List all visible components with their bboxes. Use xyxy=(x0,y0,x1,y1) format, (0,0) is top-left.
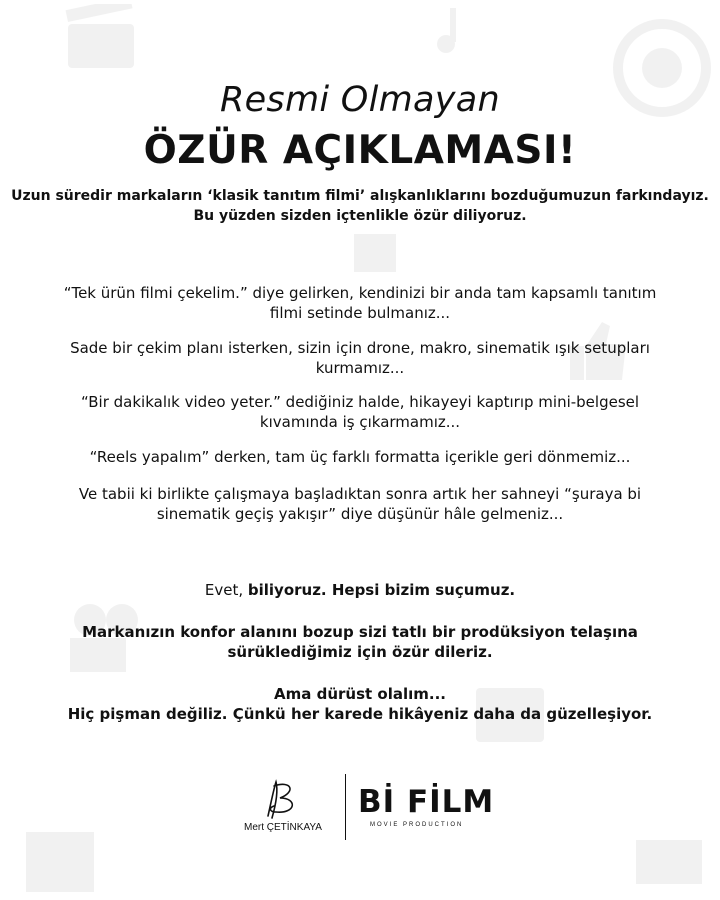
closing-apology xyxy=(0,622,720,662)
closing-evet xyxy=(0,580,720,600)
intro-line-2: Bu yüzden sizden içtenlikle özür diliyoruz. xyxy=(193,208,527,224)
paragraph-5 xyxy=(0,484,720,524)
paragraph-1-line-1: “Tek ürün filmi çekelim.” diye gelirken, kendinizi bir anda tam kapsamlı tanıtım xyxy=(63,284,657,302)
paragraph-1 xyxy=(0,283,720,323)
closing-apology-line-1: Markanızın konfor alanını bozup sizi tatlı bir prodüksiyon telaşına xyxy=(82,623,638,641)
music-note-icon xyxy=(420,4,480,54)
clapperboard-icon xyxy=(630,820,710,890)
intro-line-1: Uzun süredir markaların ‘klasik tanıtım filmi’ alışkanlıklarını bozduğumuzun farkındayız. xyxy=(11,188,709,204)
paragraph-2-line-2: kurmamız... xyxy=(315,359,405,377)
film-clapper-icon xyxy=(62,4,142,74)
paragraph-5-line-1: Ve tabii ki birlikte çalışmaya başladıktan sonra artık her sahneyi “şuraya bi xyxy=(78,485,642,503)
paragraph-4 xyxy=(0,447,720,467)
title-subheading: Resmi Olmayan xyxy=(219,80,501,120)
closing-honest-line-1: Ama dürüst olalım... xyxy=(274,685,446,703)
brand-logo: Bİ FİLM xyxy=(358,784,495,820)
intro-text xyxy=(0,186,720,226)
closing-honest-line-2: Hiç pişman değiliz. Çünkü her karede hikâyeniz daha da güzelleşiyor. xyxy=(67,705,653,723)
paragraph-3 xyxy=(0,392,720,432)
closing-evet-prefix: Evet, xyxy=(204,581,248,599)
paragraph-5-line-2: sinematik geçiş yakışır” diye düşünür hâle gelmeniz... xyxy=(156,505,564,523)
paragraph-2-line-1: Sade bir çekim planı isterken, sizin için drone, makro, sinematik ışık setupları xyxy=(70,339,650,357)
film-strip-icon xyxy=(350,230,400,276)
paragraph-1-line-2: filmi setinde bulmanız... xyxy=(269,304,451,322)
closing-apology-line-2: sürüklediğimiz için özür dileriz. xyxy=(227,643,493,661)
closing-evet-bold: biliyoruz. Hepsi bizim suçumuz. xyxy=(247,581,516,599)
paragraph-3-line-2: kıvamında iş çıkarmamız... xyxy=(259,413,461,431)
paragraph-2 xyxy=(0,338,720,378)
brand-tagline: MOVIE PRODUCTION xyxy=(370,822,464,828)
paragraph-4-line-1: “Reels yapalım” derken, tam üç farklı formatta içerikle geri dönmemiz... xyxy=(89,448,631,466)
paragraph-3-line-1: “Bir dakikalık video yeter.” dediğiniz halde, hikayeyi kaptırıp mini-belgesel xyxy=(80,393,640,411)
closing-honest xyxy=(0,684,720,724)
footer-divider xyxy=(345,774,346,840)
signature-name: Mert ÇETİNKAYA xyxy=(244,822,322,833)
film-frame-icon xyxy=(20,826,100,896)
page-title: ÖZÜR AÇIKLAMASI! xyxy=(143,128,577,173)
